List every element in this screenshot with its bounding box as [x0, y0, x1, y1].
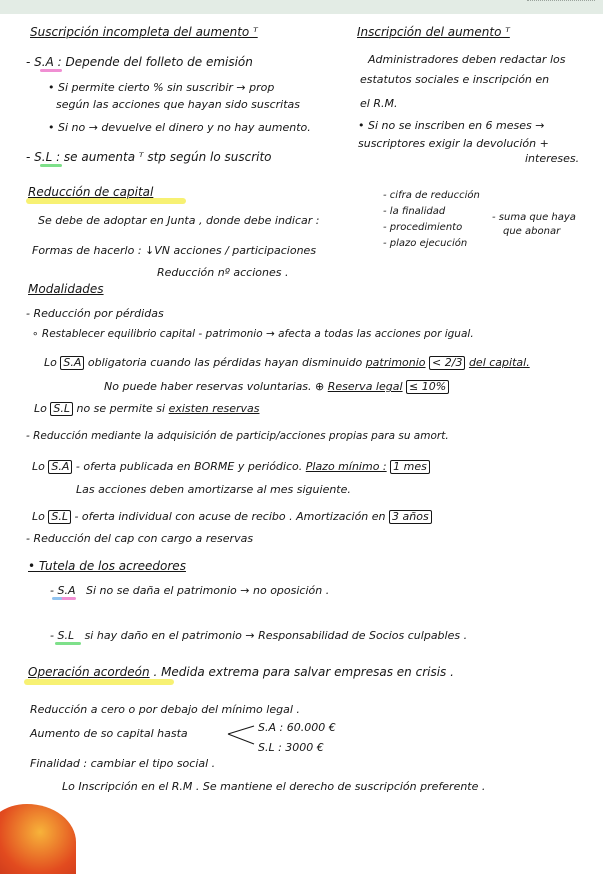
tutela-sl-text: si hay daño en el patrimonio → Responsabilidad de Socios culpables . [84, 629, 468, 642]
tutela-sa-text: Si no se daña el patrimonio → no oposición . [85, 584, 330, 597]
green-mark-tutela-sl [55, 642, 81, 645]
heading-modalidades: Modalidades [28, 282, 104, 296]
formas-line: Formas de hacerlo : ↓VN acciones / participaciones [32, 244, 317, 257]
sl-no-permite-text: no se permite si [76, 402, 166, 415]
plazo-minimo-word: Plazo mínimo : [305, 460, 387, 473]
junta-item-4: - plazo ejecución [383, 238, 468, 249]
adquisicion-sa-line-2: Las acciones deben amortizarse al mes siguiente. [76, 483, 351, 496]
reservas-line [104, 380, 449, 394]
sa-bullet-2: • Si no → devuelve el dinero y no hay aumento. [48, 121, 311, 134]
acordeon-sa-value: S.A : 60.000 € [258, 721, 336, 734]
blue-mark-tutela-sa [52, 597, 62, 600]
box-3anos: 3 años [389, 510, 432, 524]
tutela-sl-label: - S.L [50, 629, 75, 642]
top-toolbar-strip [0, 0, 603, 14]
perdidas-sa-line [44, 356, 530, 370]
tutela-sa-line [50, 584, 329, 597]
sa-obligatoria-text: obligatoria cuando las pérdidas hayan disminuido [87, 356, 363, 369]
highlight-acordeon [24, 679, 174, 685]
heading-suscripcion: Suscripción incompleta del aumento ᵀ [30, 25, 258, 39]
no-reservas-text: No puede haber reservas voluntarias. ⊕ [104, 380, 325, 393]
green-mark-sl [40, 164, 62, 167]
cargo-reservas-line: - Reducción del cap con cargo a reservas [26, 532, 254, 545]
acordeon-sl-value: S.L : 3000 € [258, 741, 324, 754]
arrow-lo: Lo [32, 460, 45, 473]
inscripcion-line-1: Administradores deben redactar los [368, 53, 566, 66]
adquisicion-sa-line [32, 460, 430, 474]
del-capital-word: del capital. [468, 356, 530, 369]
pink-mark-sa [40, 69, 62, 72]
reserva-legal-word: Reserva legal [327, 380, 403, 393]
adquisicion-title: - Reducción mediante la adquisición de particip/acciones propias para su amort. [26, 430, 449, 442]
acordeon-line [28, 666, 454, 679]
inscripcion-line-4: • Si no se inscriben en 6 meses → [358, 119, 545, 132]
toolbar-dashes [527, 0, 595, 4]
sa-bullet-1: • Si permite cierto % sin suscribir → prop [48, 81, 275, 94]
arrow-lo: Lo [34, 402, 47, 415]
box-sa: S.A [60, 356, 84, 370]
tutela-title [28, 560, 186, 573]
tutela-title-text: • Tutela de los acreedores [28, 559, 186, 573]
acordeon-desc: . Medida extrema para salvar empresas en crisis . [153, 665, 454, 679]
acordeon-line-4: Lo Inscripción en el R.M . Se mantiene el derecho de suscripción preferente . [62, 780, 486, 793]
oferta-individual-text: - oferta individual con acuse de recibo . Amortización en [74, 510, 386, 523]
patrimonio-word: patrimonio [365, 356, 426, 369]
inscripcion-line-2: estatutos sociales e inscripción en [360, 73, 550, 86]
oferta-borme-text: - oferta publicada en BORME y periódico. [75, 460, 303, 473]
tutela-sa-label: - S.A [50, 584, 76, 597]
heading-reduccion: Reducción de capital [28, 185, 154, 199]
tutela-sl-line [50, 629, 467, 642]
sa-bullet-1b: según las acciones que hayan sido suscritas [56, 98, 301, 111]
perdidas-line-1: ∘ Restablecer equilibrio capital - patrimonio → afecta a todas las acciones por igual. [32, 328, 474, 340]
perdidas-sl-line [34, 402, 259, 416]
arrow-lo: Lo [44, 356, 57, 369]
junta-item-2: - la finalidad [383, 206, 446, 217]
branch-arrows [226, 720, 258, 750]
heading-inscripcion: Inscripción del aumento ᵀ [357, 25, 510, 39]
box-sl: S.L [50, 402, 73, 416]
corner-logo-blob [0, 804, 76, 874]
inscripcion-line-5: suscriptores exigir la devolución + [358, 137, 549, 150]
box-sl: S.L [48, 510, 71, 524]
inscripcion-line-3: el R.M. [360, 97, 398, 110]
pink-mark-tutela-sa [60, 597, 76, 600]
acordeon-line-3: Finalidad : cambiar el tipo social . [30, 757, 216, 770]
sl-line: - S.L : se aumenta ᵀ stp según lo suscrito [26, 150, 272, 164]
inscripcion-line-6: intereses. [525, 152, 580, 165]
perdidas-title: - Reducción por pérdidas [26, 307, 164, 320]
junta-line: Se debe de adoptar en Junta , donde debe indicar : [38, 214, 320, 227]
adquisicion-sl-line [32, 510, 432, 524]
acordeon-title: Operación acordeón [28, 665, 150, 679]
acordeon-line-1: Reducción a cero o por debajo del mínimo legal . [30, 703, 300, 716]
formas-line-2: Reducción nº acciones . [157, 266, 289, 279]
junta-note-2: que abonar [503, 226, 561, 237]
arrow-lo: Lo [32, 510, 45, 523]
junta-item-1: - cifra de reducción [383, 190, 480, 201]
junta-item-3: - procedimiento [383, 222, 463, 233]
sa-line: - S.A : Depende del folleto de emisión [26, 55, 253, 69]
acordeon-line-2: Aumento de so capital hasta [30, 727, 188, 740]
junta-note-1: - suma que haya [492, 212, 576, 223]
existen-reservas-word: existen reservas [168, 402, 260, 415]
box-reserva: ≤ 10% [406, 380, 449, 394]
box-fraction: < 2/3 [429, 356, 465, 370]
box-1mes: 1 mes [390, 460, 430, 474]
box-sa: S.A [48, 460, 72, 474]
